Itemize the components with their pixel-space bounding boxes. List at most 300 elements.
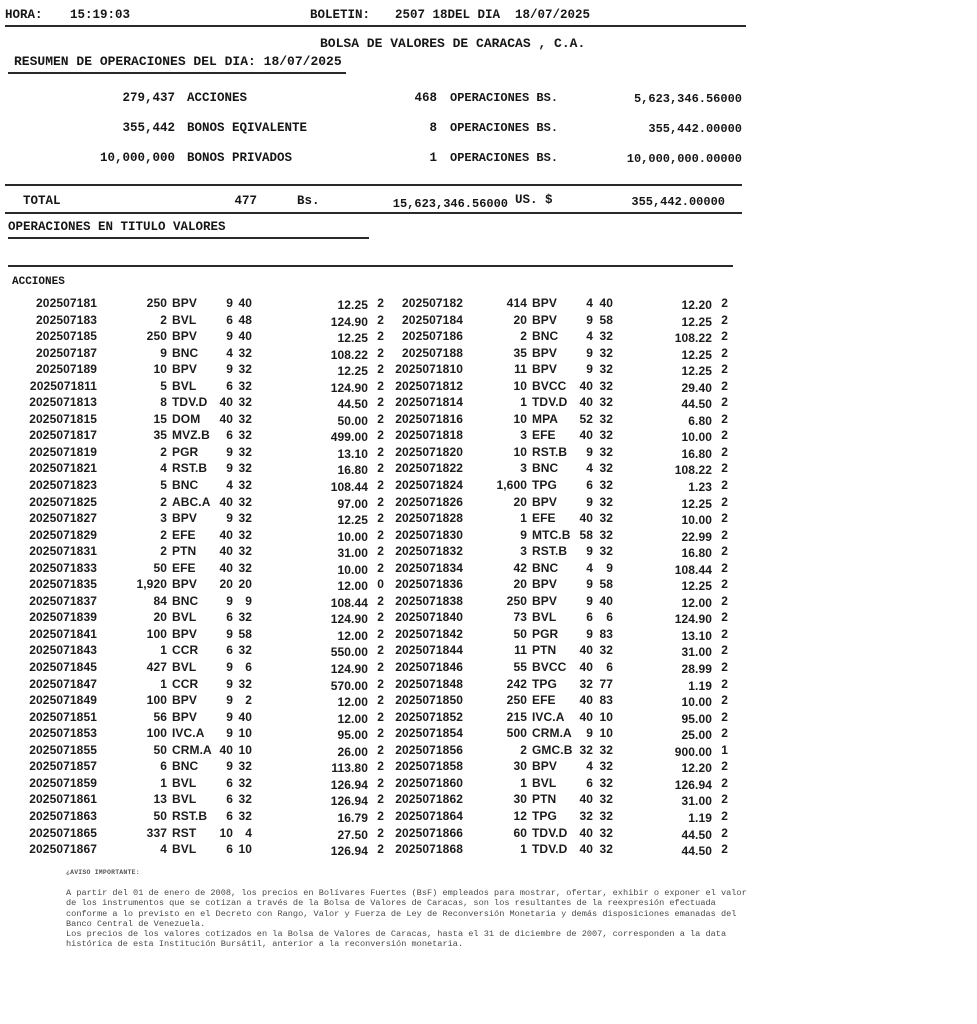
- plz-cell: 2: [721, 643, 728, 658]
- operation-row: [0, 295, 770, 312]
- plz-cell: 2: [377, 411, 384, 426]
- trx-cell: 2025071858: [395, 759, 463, 774]
- plz-cell: 2: [377, 312, 384, 327]
- simb-cell: RST.B: [172, 461, 208, 476]
- cc-cell: 32: [599, 759, 613, 774]
- trx-cell: 2025071853: [29, 726, 97, 741]
- plz-cell: 2: [721, 610, 728, 625]
- precio-cell: 550.00: [330, 645, 368, 660]
- cant-cell: 10: [513, 444, 527, 459]
- cc-cell: 32: [238, 792, 252, 807]
- simb-cell: BPV: [532, 577, 557, 592]
- cv-cell: 40: [579, 709, 593, 724]
- simb-cell: TDV.D: [532, 395, 568, 410]
- plz-cell: 2: [721, 411, 728, 426]
- cv-cell: 6: [226, 312, 233, 327]
- company-title: BOLSA DE VALORES DE CARACAS , C.A.: [320, 36, 586, 51]
- precio-cell: 108.22: [674, 463, 712, 478]
- hora-label: HORA:: [5, 8, 43, 22]
- simb-cell: BPV: [172, 296, 197, 310]
- plz-cell: 2: [721, 792, 728, 807]
- plz-cell: 2: [721, 775, 728, 790]
- cv-cell: 9: [226, 660, 233, 675]
- precio-cell: 12.00: [337, 579, 368, 594]
- cant-cell: 4: [160, 461, 167, 476]
- cant-cell: 20: [513, 577, 527, 592]
- cv-cell: 40: [579, 842, 593, 857]
- precio-cell: 27.50: [337, 827, 368, 842]
- trx-cell: 2025071829: [29, 527, 97, 542]
- plz-cell: 2: [721, 511, 728, 526]
- cv-cell: 4: [226, 345, 233, 360]
- cc-cell: 32: [599, 494, 613, 509]
- summary-operaciones: 468: [414, 91, 437, 105]
- operation-row: [0, 791, 770, 808]
- cc-cell: 6: [606, 610, 613, 625]
- simb-cell: MTC.B: [532, 527, 571, 542]
- trx-cell: 2025071832: [395, 544, 463, 559]
- operation-row: [0, 527, 770, 544]
- plz-cell: 2: [721, 345, 728, 360]
- operation-row: [0, 560, 770, 577]
- cc-cell: 20: [238, 577, 252, 592]
- trx-cell: 2025071821: [29, 461, 97, 476]
- trx-cell: 2025071852: [395, 709, 463, 724]
- precio-cell: 126.94: [330, 794, 368, 809]
- simb-cell: IVC.A: [532, 709, 565, 724]
- cv-cell: 40: [579, 792, 593, 807]
- operations-column-headers: [0, 246, 760, 264]
- cc-cell: 48: [238, 312, 252, 327]
- plz-cell: 2: [721, 362, 728, 377]
- precio-cell: 31.00: [337, 546, 368, 561]
- simb-cell: BPV: [532, 296, 557, 310]
- cv-cell: 32: [579, 676, 593, 691]
- cant-cell: 50: [153, 808, 167, 823]
- cc-cell: 32: [238, 759, 252, 774]
- summary-monto: 355,442.00000: [648, 122, 742, 136]
- cant-cell: 2: [160, 312, 167, 327]
- cv-cell: 9: [586, 312, 593, 327]
- plz-cell: 2: [721, 478, 728, 493]
- precio-cell: 95.00: [337, 728, 368, 743]
- total-label: TOTAL: [23, 194, 61, 208]
- cant-cell: 2: [160, 494, 167, 509]
- precio-cell: 10.00: [337, 529, 368, 544]
- operation-row: [0, 758, 770, 775]
- precio-cell: 124.90: [330, 314, 368, 329]
- top-divider: [5, 25, 746, 27]
- cc-cell: 10: [599, 709, 613, 724]
- cc-cell: 83: [599, 626, 613, 641]
- simb-cell: ABC.A: [172, 494, 211, 509]
- trx-cell: 2025071857: [29, 759, 97, 774]
- cant-cell: 12: [513, 808, 527, 823]
- summary-operaciones: 1: [429, 151, 437, 165]
- plz-cell: 2: [377, 593, 384, 608]
- cv-cell: 6: [586, 775, 593, 790]
- precio-cell: 97.00: [337, 496, 368, 511]
- trx-cell: 2025071822: [395, 461, 463, 476]
- cant-cell: 1: [520, 842, 527, 857]
- summary-tipo: BONOS PRIVADOS: [187, 151, 293, 165]
- plz-cell: 2: [377, 643, 384, 658]
- cant-cell: 42: [513, 560, 527, 575]
- plz-cell: 2: [377, 742, 384, 757]
- operation-row: [0, 510, 770, 527]
- cv-cell: 9: [586, 577, 593, 592]
- boletin-label: BOLETIN:: [310, 8, 371, 22]
- trx-cell: 2025071814: [395, 395, 463, 410]
- cv-cell: 40: [219, 395, 233, 410]
- cv-cell: 9: [586, 494, 593, 509]
- cant-cell: 9: [160, 345, 167, 360]
- trx-cell: 2025071866: [395, 825, 463, 840]
- operation-row: [0, 676, 770, 693]
- precio-cell: 124.90: [330, 662, 368, 677]
- cant-cell: 100: [146, 626, 167, 641]
- operation-row: [0, 825, 770, 842]
- simb-cell: BVL: [532, 610, 557, 625]
- precio-cell: 12.00: [681, 595, 712, 610]
- plz-cell: 2: [721, 593, 728, 608]
- cc-cell: 32: [238, 345, 252, 360]
- plz-cell: 2: [721, 395, 728, 410]
- cc-cell: 40: [238, 709, 252, 724]
- cc-cell: 6: [606, 660, 613, 675]
- cc-cell: 77: [599, 676, 613, 691]
- trx-cell: 2025071849: [29, 693, 97, 708]
- cant-cell: 13: [153, 792, 167, 807]
- simb-cell: PGR: [532, 626, 559, 641]
- operation-row: [0, 394, 770, 411]
- trx-cell: 2025071837: [29, 593, 97, 608]
- precio-cell: 12.25: [681, 347, 712, 362]
- cc-cell: 32: [238, 511, 252, 526]
- cv-cell: 52: [579, 411, 593, 426]
- plz-cell: 2: [377, 428, 384, 443]
- cant-cell: 3: [520, 461, 527, 476]
- precio-cell: 16.80: [681, 546, 712, 561]
- simb-cell: BPV: [172, 709, 197, 724]
- cc-cell: 10: [238, 842, 252, 857]
- simb-cell: TDV.D: [532, 825, 568, 840]
- trx-cell: 2025071862: [395, 792, 463, 807]
- cant-cell: 20: [513, 312, 527, 327]
- plz-cell: 2: [721, 527, 728, 542]
- summary-cantidad: 10,000,000: [99, 151, 175, 165]
- precio-cell: 31.00: [681, 794, 712, 809]
- precio-cell: 44.50: [681, 827, 712, 842]
- cant-cell: 11: [514, 362, 527, 377]
- cv-cell: 40: [579, 378, 593, 393]
- cant-cell: 3: [520, 428, 527, 443]
- cc-cell: 32: [599, 411, 613, 426]
- simb-cell: IVC.A: [172, 726, 205, 741]
- precio-cell: 12.00: [337, 628, 368, 643]
- precio-cell: 12.20: [681, 298, 712, 312]
- simb-cell: BVCC: [532, 378, 567, 393]
- trx-cell: 2025071854: [395, 726, 463, 741]
- simb-cell: BNC: [172, 593, 199, 608]
- trx-cell: 202507187: [36, 345, 97, 360]
- plz-cell: 2: [377, 775, 384, 790]
- operation-row: [0, 345, 770, 362]
- precio-cell: 108.22: [674, 331, 712, 346]
- cv-cell: 6: [226, 775, 233, 790]
- legal-notice-paragraph: A partir del 01 de enero de 2008, los precios en Bolívares Fuertes (BsF) empleados para mostrar, ofertar, exhibir o exponer el valor de los instrumentos que se cotizan a través de la Bolsa de Valores de Caracas, son los resultantes de la reexpresión efectuada conforme a lo previsto en el Decreto con Rango, Valor y Fuerza de Ley de Reconversión Monetaria y demás disposiciones emanadas del Banco Central de Venezuela.: [66, 888, 747, 929]
- operation-row: [0, 775, 770, 792]
- plz-cell: 2: [721, 296, 728, 310]
- plz-cell: 2: [721, 825, 728, 840]
- cc-cell: 32: [599, 378, 613, 393]
- trx-cell: 2025071846: [395, 660, 463, 675]
- cc-cell: 10: [238, 742, 252, 757]
- trx-cell: 2025071834: [395, 560, 463, 575]
- trx-cell: 2025071830: [395, 527, 463, 542]
- plz-cell: 0: [377, 577, 384, 592]
- operation-row: [0, 328, 770, 345]
- simb-cell: BPV: [532, 494, 557, 509]
- cant-cell: 414: [506, 296, 527, 310]
- precio-cell: 12.25: [337, 364, 368, 379]
- simb-cell: BNC: [172, 759, 199, 774]
- cant-cell: 250: [506, 693, 527, 708]
- cc-cell: 2: [245, 693, 252, 708]
- simb-cell: CRM.A: [532, 726, 572, 741]
- trx-cell: 2025071867: [29, 842, 97, 857]
- cc-cell: 32: [599, 808, 613, 823]
- simb-cell: MPA: [532, 411, 559, 426]
- simb-cell: BVL: [172, 842, 197, 857]
- operation-row: [0, 543, 770, 560]
- cant-cell: 20: [513, 494, 527, 509]
- cant-cell: 2: [160, 527, 167, 542]
- cant-cell: 9: [520, 527, 527, 542]
- cv-cell: 6: [586, 610, 593, 625]
- plz-cell: 2: [377, 296, 384, 310]
- simb-cell: EFE: [172, 527, 196, 542]
- cant-cell: 30: [513, 759, 527, 774]
- operation-row: [0, 692, 770, 709]
- trx-cell: 202507183: [36, 312, 97, 327]
- trx-cell: 2025071841: [29, 626, 97, 641]
- cant-cell: 20: [153, 610, 167, 625]
- cv-cell: 9: [226, 626, 233, 641]
- cant-cell: 56: [153, 709, 167, 724]
- precio-cell: 124.90: [674, 612, 712, 627]
- trx-cell: 2025071810: [395, 362, 463, 377]
- cant-cell: 250: [146, 296, 167, 310]
- cc-cell: 32: [599, 544, 613, 559]
- cant-cell: 2: [160, 444, 167, 459]
- simb-cell: BPV: [532, 312, 557, 327]
- precio-cell: 570.00: [330, 678, 368, 693]
- summary-cantidad: 355,442: [122, 121, 175, 135]
- cv-cell: 10: [219, 825, 233, 840]
- trx-cell: 2025071835: [29, 577, 97, 592]
- cv-cell: 9: [226, 593, 233, 608]
- cc-cell: 32: [599, 842, 613, 857]
- precio-cell: 26.00: [337, 744, 368, 759]
- precio-cell: 95.00: [681, 711, 712, 726]
- precio-cell: 12.20: [681, 761, 712, 776]
- simb-cell: GMC.B: [532, 742, 573, 757]
- cant-cell: 50: [513, 626, 527, 641]
- plz-cell: 2: [721, 461, 728, 476]
- plz-cell: 2: [377, 362, 384, 377]
- precio-cell: 22.99: [681, 529, 712, 544]
- legal-notice-paragraph: Los precios de los valores cotizados en la Bolsa de Valores de Caracas, hasta el 31 de diciembre de 2007, corresponden a la data histórica de esta Institución Bursátil, anterior a la reconversión monetaria.: [66, 929, 727, 950]
- cv-cell: 32: [579, 808, 593, 823]
- cant-cell: 73: [513, 610, 527, 625]
- summary-row: [0, 151, 760, 181]
- plz-cell: 2: [721, 494, 728, 509]
- operation-row: [0, 626, 770, 643]
- precio-cell: 12.00: [337, 711, 368, 726]
- plz-cell: 2: [721, 544, 728, 559]
- cv-cell: 6: [226, 792, 233, 807]
- cv-cell: 6: [226, 842, 233, 857]
- simb-cell: RST.B: [532, 444, 568, 459]
- total-usd-label: US. $: [515, 193, 553, 207]
- precio-cell: 124.90: [330, 380, 368, 395]
- cant-cell: 3: [520, 544, 527, 559]
- plz-cell: 2: [377, 726, 384, 741]
- precio-cell: 29.40: [681, 380, 712, 395]
- cv-cell: 40: [219, 527, 233, 542]
- cv-cell: 6: [226, 808, 233, 823]
- cv-cell: 9: [226, 759, 233, 774]
- plz-cell: 2: [377, 478, 384, 493]
- summary-ops-label: OPERACIONES BS.: [450, 121, 559, 135]
- cant-cell: 500: [506, 726, 527, 741]
- plz-cell: 2: [721, 709, 728, 724]
- cc-cell: 32: [238, 444, 252, 459]
- plz-cell: 2: [377, 792, 384, 807]
- cc-cell: 32: [599, 792, 613, 807]
- cant-cell: 6: [160, 759, 167, 774]
- cant-cell: 35: [513, 345, 527, 360]
- trx-cell: 2025071820: [395, 444, 463, 459]
- simb-cell: BNC: [172, 345, 199, 360]
- cc-cell: 32: [599, 511, 613, 526]
- cv-cell: 6: [226, 428, 233, 443]
- cant-cell: 1,600: [496, 478, 527, 493]
- plz-cell: 2: [377, 511, 384, 526]
- simb-cell: EFE: [532, 511, 556, 526]
- simb-cell: EFE: [532, 693, 556, 708]
- precio-cell: 126.94: [330, 844, 368, 859]
- cc-cell: 32: [238, 461, 252, 476]
- simb-cell: RST: [172, 825, 197, 840]
- trx-cell: 2025071868: [395, 842, 463, 857]
- trx-cell: 2025071825: [29, 494, 97, 509]
- cc-cell: 32: [238, 362, 252, 377]
- precio-cell: 10.00: [681, 430, 712, 445]
- cv-cell: 4: [586, 759, 593, 774]
- cant-cell: 1: [160, 775, 167, 790]
- cant-cell: 250: [146, 329, 167, 344]
- precio-cell: 113.80: [331, 761, 368, 776]
- cc-cell: 32: [599, 428, 613, 443]
- simb-cell: EFE: [172, 560, 196, 575]
- cc-cell: 58: [238, 626, 252, 641]
- plz-cell: 2: [377, 626, 384, 641]
- cv-cell: 40: [219, 544, 233, 559]
- trx-cell: 2025071831: [29, 544, 97, 559]
- cv-cell: 40: [579, 660, 593, 675]
- precio-cell: 108.22: [330, 347, 368, 362]
- cant-cell: 10: [153, 362, 167, 377]
- operation-row: [0, 609, 770, 626]
- simb-cell: BPV: [172, 693, 197, 708]
- hora-value: 15:19:03: [70, 8, 131, 22]
- cv-cell: 40: [579, 825, 593, 840]
- trx-cell: 2025071826: [395, 494, 463, 509]
- simb-cell: TDV.D: [172, 395, 208, 410]
- simb-cell: BPV: [172, 362, 197, 377]
- trx-cell: 2025071864: [395, 808, 463, 823]
- trx-cell: 202507186: [402, 329, 463, 344]
- cv-cell: 4: [586, 329, 593, 344]
- operation-row: [0, 576, 770, 593]
- precio-cell: 12.00: [337, 695, 368, 710]
- precio-cell: 499.00: [330, 430, 368, 445]
- cv-cell: 9: [586, 444, 593, 459]
- trx-cell: 202507181: [36, 296, 97, 310]
- summary-tipo: ACCIONES: [187, 91, 248, 105]
- plz-cell: 2: [377, 693, 384, 708]
- cant-cell: 30: [513, 792, 527, 807]
- operations-section-title: OPERACIONES EN TITULO VALORES: [8, 220, 369, 239]
- cc-cell: 32: [238, 494, 252, 509]
- plz-cell: 2: [377, 527, 384, 542]
- precio-cell: 124.90: [330, 612, 368, 627]
- cc-cell: 32: [599, 395, 613, 410]
- trx-cell: 2025071861: [29, 792, 97, 807]
- operation-row: [0, 659, 770, 676]
- cv-cell: 9: [226, 693, 233, 708]
- cc-cell: 40: [599, 296, 613, 310]
- trx-cell: 2025071859: [29, 775, 97, 790]
- trx-cell: 2025071855: [29, 742, 97, 757]
- plz-cell: 2: [377, 825, 384, 840]
- simb-cell: BPV: [172, 511, 197, 526]
- cv-cell: 4: [226, 478, 233, 493]
- cc-cell: 4: [245, 825, 252, 840]
- plz-cell: 2: [377, 544, 384, 559]
- cant-cell: 3: [160, 511, 167, 526]
- operation-row: [0, 808, 770, 825]
- cant-cell: 4: [160, 842, 167, 857]
- cc-cell: 32: [238, 428, 252, 443]
- simb-cell: MVZ.B: [172, 428, 210, 443]
- plz-cell: 2: [377, 676, 384, 691]
- operation-row: [0, 593, 770, 610]
- cv-cell: 9: [226, 362, 233, 377]
- cc-cell: 9: [245, 593, 252, 608]
- cc-cell: 32: [238, 676, 252, 691]
- cc-cell: 32: [238, 378, 252, 393]
- precio-cell: 108.44: [674, 562, 712, 577]
- simb-cell: TPG: [532, 808, 557, 823]
- plz-cell: 2: [721, 329, 728, 344]
- plz-cell: 2: [721, 693, 728, 708]
- cv-cell: 40: [579, 643, 593, 658]
- simb-cell: CRM.A: [172, 742, 212, 757]
- summary-monto: 5,623,346.56000: [633, 92, 742, 106]
